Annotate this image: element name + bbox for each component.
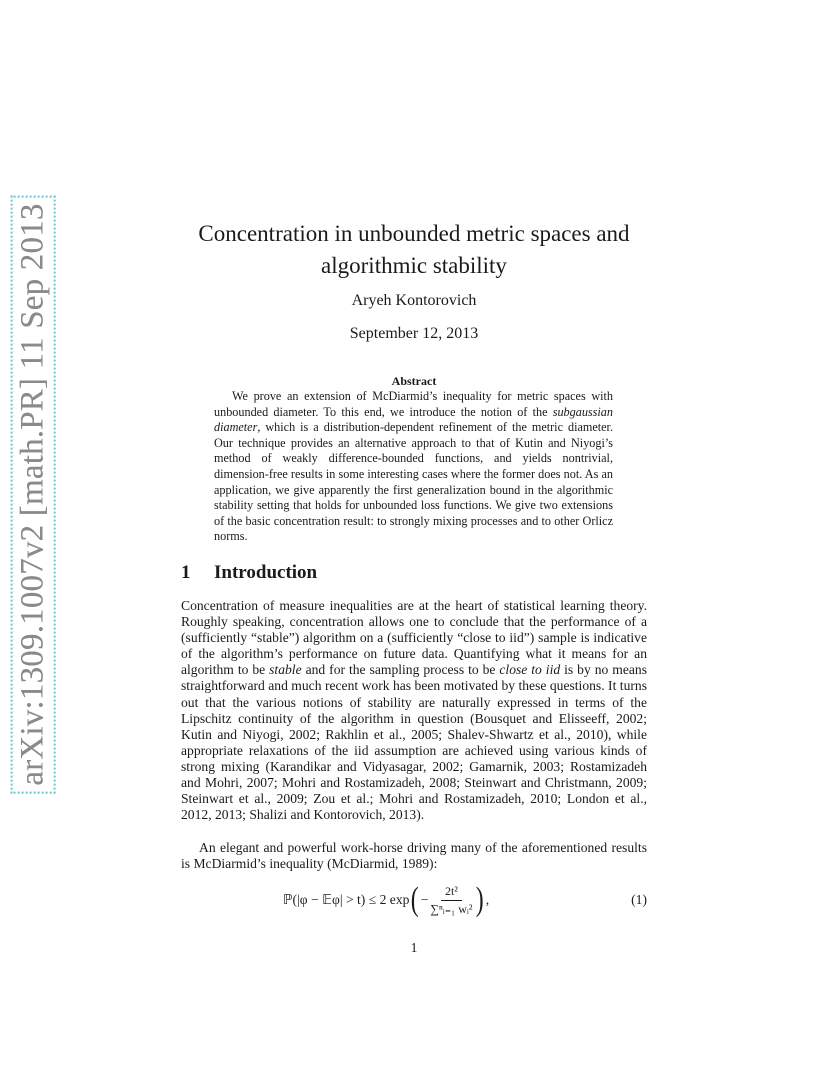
section-heading	[181, 562, 647, 584]
arxiv-stamp	[8, 202, 58, 786]
fraction-numerator: 2t²	[441, 884, 462, 901]
section-title: Introduction	[214, 562, 318, 583]
left-paren: (	[411, 881, 420, 918]
abstract-text-2: , which is a distribution-dependent refinement of the metric diameter. Our technique provides an alternative approach to that of Kutin and Niyogi’s method of weakly difference-bounded functions, and yields nontrivial, dimension-free results in some interesting cases where the former does not. As an application, we give apparently the first generalization bound in the algorithmic stability setting that holds for unbounded loss functions. We give two extensions of the basic concentration result: to strongly mixing processes and to other Orlicz norms.	[214, 420, 613, 544]
title-line-2: algorithmic stability	[321, 253, 507, 278]
equation-fraction	[430, 884, 472, 917]
equation-lhs: ℙ(|φ − 𝔼φ| > t) ≤ 2 exp	[283, 892, 410, 907]
abstract-body	[214, 389, 613, 545]
abstract-text-1: We prove an extension of McDiarmid’s inequality for metric spaces with unbounded diameter. To this end, we introduce the notion of the	[214, 389, 613, 419]
intro-paragraph-1	[181, 598, 647, 823]
section-number: 1	[181, 562, 191, 583]
equation-trailing: ,	[485, 892, 490, 907]
para1-text-3: is by no means straightforward and much recent work has been motivated by these questions. It turns out that the various notions of stability are naturally expressed in terms of the Lipschitz continuity of the algorithm in question (Bousquet and Elisseeff, 2002; Kutin and Niyogi, 2002; Rakhlin et al., 2005; Shalev-Shwartz et al., 2010), while appropriate relaxations of the iid assumption are achieved using various kinds of strong mixing (Karandikar and Vidyasagar, 2002; Gamarnik, 2003; Rostamizadeh and Mohri, 2007; Mohri and Rostamizadeh, 2008; Steinwart and Christmann, 2009; Steinwart et al., 2009; Zou et al.; Mohri and Rostamizadeh, 2010; London et al., 2012, 2013; Shalizi and Kontorovich, 2013).	[181, 662, 647, 823]
para1-emphasis-2: close to iid	[499, 662, 561, 678]
page-number: 1	[410, 940, 418, 955]
equation-minus: −	[420, 892, 429, 907]
para1-text-1: Concentration of measure inequalities are at the heart of statistical learning theory. Roughly speaking, concentration allows one to conclude that the performance of a (sufficiently “stable”) algorithm on a (sufficiently “close to iid”) sample is indicative of the algorithm’s performance on future data. Quantifying what it means for an algorithm to be	[181, 598, 647, 678]
date: September 12, 2013	[349, 325, 479, 342]
equation-number: (1)	[631, 892, 647, 907]
author: Aryeh Kontorovich	[351, 292, 477, 309]
fraction-denominator: ∑ⁿᵢ₌₁ wᵢ²	[430, 901, 473, 916]
equation-body	[283, 876, 489, 924]
abstract-heading: Abstract	[391, 374, 437, 388]
abstract-emphasis: subgaussian diameter	[214, 404, 613, 435]
right-paren: )	[476, 881, 485, 918]
para1-emphasis-1: stable	[269, 662, 302, 678]
paper-title	[150, 218, 678, 282]
equation-1	[181, 876, 647, 924]
para1-text-2: and for the sampling process to be	[301, 662, 500, 678]
title-line-1: Concentration in unbounded metric spaces and	[198, 221, 630, 246]
arxiv-stamp-text: arXiv:1309.1007v2 [math.PR] 11 Sep 2013	[11, 195, 56, 793]
intro-paragraph-2: An elegant and powerful work-horse driving many of the aforementioned results is McDiarmid’s inequality (McDiarmid, 1989):	[181, 840, 647, 872]
